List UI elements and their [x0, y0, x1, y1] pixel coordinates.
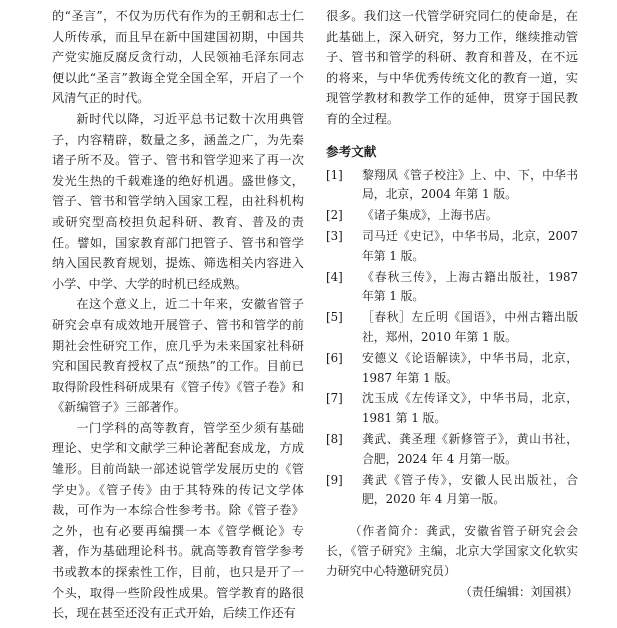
references-heading: 参考文献: [326, 143, 377, 159]
reference-number: [4]: [326, 269, 343, 284]
body-paragraph: 在这个意义上，近二十年来，安徽省管子研究会卓有成效地开展管子、管书和管学的前期社会性研究工作，庶几乎为未来国家社科研究和国民教育授权了点“预热”的工作。目前已取得阶段性科研成果有《管子传》《管子卷》和《新编管子》三部著作。: [52, 297, 304, 415]
reference-text: 龚武、龚圣理《新修管子》，黄山书社，合肥，2024 年 4 月第一版。: [362, 431, 578, 466]
reference-text: 安德义《论语解读》，中华书局，北京，1987 年第 1 版。: [362, 350, 578, 385]
reference-number: [3]: [326, 228, 343, 243]
right-column: [326, 6, 578, 602]
reference-text: 龚武《管子传》，安徽人民出版社，合肥，2020 年 4 月第一版。: [362, 472, 578, 507]
reference-item: [326, 206, 578, 226]
editor-note: （责任编辑：刘国祺）: [460, 584, 578, 599]
body-paragraph: 很多。我们这一代管学研究同仁的使命是，在此基础上，深入研究，努力工作，继续推动管子、管书和管学的科研、教育和普及，在不远的将来，与中华优秀传统文化的教育一道，实现管学教材和教学工作的延伸，贯穿于国民教育的全过程。: [326, 9, 578, 126]
reference-item: [326, 349, 578, 389]
body-paragraph: 新时代以降，习近平总书记数十次用典管子，内容精辟，数量之多，涵盖之广，为先秦诸子所不及。管子、管书和管学迎来了再一次发光生热的千载难逢的绝好机遇。盛世修文，管子、管书和管学纳入国家工程，由社科机构或研究型高校担负起科研、教育、普及的责任。譬如，国家教育部门把管子、管书和管学纳入国民教育规划，提炼、筛选相关内容进入小学、中学、大学的时机已经成熟。: [52, 111, 304, 291]
body-paragraph: 一门学科的高等教育，管学至少须有基础理论、史学和文献学三种论著配套成龙，方成雏形。目前尚缺一部述说管学发展历史的《管学史》。《管子传》由于其特殊的传记文学体裁，可作为一本综合性参考书。除《管子卷》之外，也有必要再编撰一本《管学概论》专著，作为基础理论科书。就高等教育管学参考书或教本的探索性工作，目前，也只是开了一个头，取得一些阶段性成果。管学教育的路很长，现在甚至还没有正式开始，后续工作还有: [52, 420, 304, 621]
reference-item: [326, 166, 578, 206]
reference-number: [7]: [326, 391, 343, 406]
reference-item: [326, 471, 578, 511]
references-list: [326, 166, 578, 511]
reference-item: [326, 308, 578, 348]
reference-text: ［春秋］左丘明《国语》，中州古籍出版社，郑州，2010 年第 1 版。: [362, 310, 578, 344]
reference-text: 司马迁《史记》，中华书局，北京，2007 年第 1 版。: [362, 228, 578, 263]
reference-text: 《春秋三传》，上海古籍出版社，1987 年第 1 版。: [362, 269, 578, 304]
reference-number: [2]: [326, 208, 343, 223]
reference-text: 沈玉成《左传译文》，中华书局，北京，1981 第 1 版。: [362, 391, 578, 426]
reference-number: [5]: [326, 310, 343, 325]
reference-number: [6]: [326, 350, 343, 365]
reference-number: [8]: [326, 431, 343, 446]
author-note: （作者简介：龚武，安徽省管子研究会会长，《管子研究》主编，北京大学国家文化软实力研究中心特邀研究员）: [326, 524, 578, 578]
reference-text: 《诸子集成》，上海书店。: [362, 208, 498, 223]
body-paragraph: 的“圣言”，不仅为历代有作为的王朝和志士仁人所传承，而且早在新中国建国初期，中国共产党实施反腐反贪行动，人民领袖毛泽东同志便以此“圣言”教诲全党全国全军，开启了一个风清气正的时代。: [52, 9, 304, 106]
reference-item: [326, 430, 578, 470]
reference-item: [326, 227, 578, 267]
reference-text: 黎翔凤《管子校注》上、中、下，中华书局，北京，2004 年第 1 版。: [362, 167, 578, 202]
reference-number: [9]: [326, 472, 343, 487]
reference-item: [326, 268, 578, 308]
left-column: [52, 6, 304, 624]
reference-item: [326, 389, 578, 429]
reference-number: [1]: [326, 167, 343, 182]
